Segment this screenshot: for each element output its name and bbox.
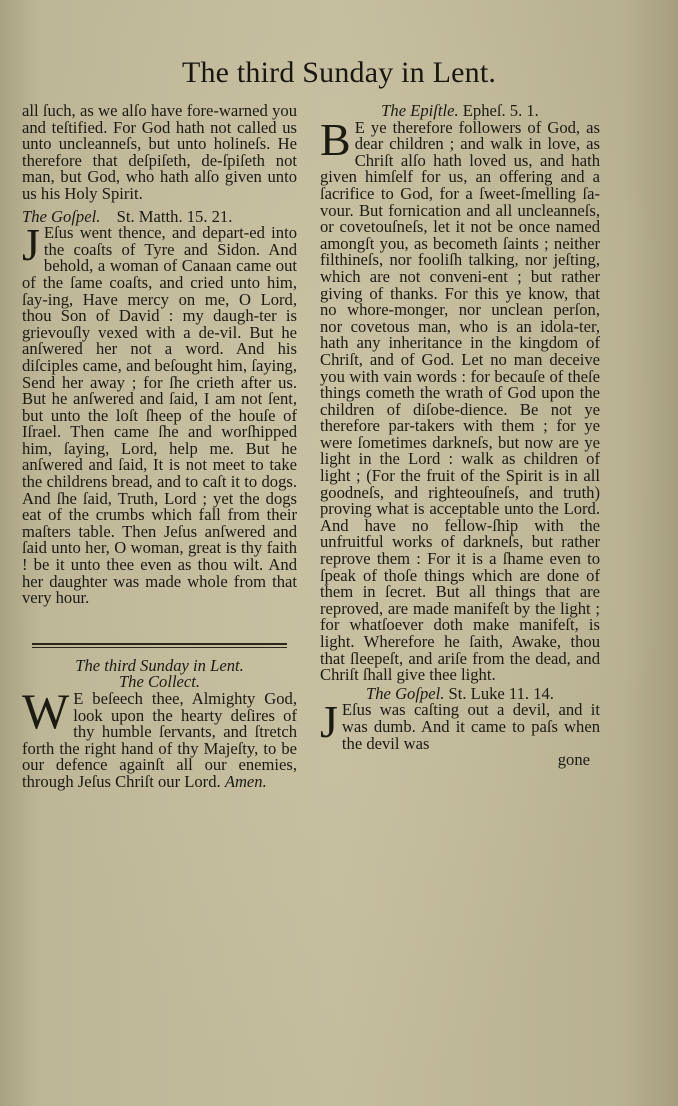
catchword: gone — [557, 750, 590, 770]
section-title: The third Sunday in Lent. — [75, 655, 244, 675]
epistle-label: The Epiſtle. — [381, 101, 459, 120]
gospel-reference: St. Matth. 15. 21. — [116, 206, 233, 226]
collect-text: E beſeech thee, Almighty God, look upon the hearty deſires of thy humble ſervants, and ſtretch forth the right hand of thy Majeſty, to be our defence againſt all our enemies, through Jeſus Chriſt our Lord. — [22, 689, 297, 791]
collect-dropcap: W — [22, 683, 70, 739]
gospel-label: The Goſpel. — [22, 206, 101, 226]
page-title: The third Sunday in Lent. — [181, 56, 497, 89]
gospel-dropcap-right: J — [320, 696, 338, 748]
epistle-reference: Epheſ. 5. 1. — [462, 101, 539, 120]
gospel-label-right: The Goſpel. — [366, 683, 445, 703]
section-divider — [32, 643, 287, 648]
collect-amen: Amen. — [224, 771, 267, 791]
gospel-paragraph — [22, 219, 297, 608]
gospel-text-right: Eſus was caſting out a devil, and it was dumb. And it came to paſs when the devil was — [341, 700, 600, 753]
collect-heading: The Collect. — [118, 672, 201, 692]
gospel-text: Eſus went thence, and depart-ed into the coaſts of Tyre and Sidon. And behold, a woman of Canaan came out of the ſame coaſts, and cried unto him, ſay-ing, Have mercy on me, O Lord, thou Son of David : my daugh-ter is grievouſly vexed with a de-vil. But he anſwered her not a word. And his diſciples came, and beſought him, ſaying, Send her away ; for ſhe crieth after us. But he anſwered and ſaid, I am not ſent, but unto the loſt ſheep of the houſe of Iſrael. Then came ſhe and worſhipped him, ſaying, Lord, help me. But he anſwered and ſaid, It is not meet to take the childrens bread, and to caſt it to dogs. And ſhe ſaid, Truth, Lord ; yet the dogs eat of the crumbs which fall from their maſters table. Then Jeſus anſwered and ſaid unto her, O woman, great is thy faith ! be it unto thee even as thou wilt. And her daughter was made whole from that very hour. — [22, 223, 297, 608]
gospel-reference-right: St. Luke 11. 14. — [448, 683, 554, 703]
left-column — [22, 103, 297, 791]
epistle-text: E ye therefore followers of God, as dear children ; and walk in love, as Chriſt alſo hath loved us, and hath given himſelf for us, an offering and a ſacrifice to God, for a ſweet-ſmelling ſa-vour. But fornication and all uncleanneſs, or covetouſneſs, let it not be once named amongſt you, as becometh ſaints ; neither filthineſs, nor fooliſh talking, nor jeſting, which are not conveni-ent ; but rather giving of thanks. For this ye know, that no whore-monger, nor unclean perſon, nor covetous man, who is an idola-ter, hath any inheritance in the kingdom of Chriſt, and of God. Let no man deceive you with vain words : for becauſe of theſe things cometh the wrath of God upon the children of diſobe-dience. Be not ye therefore par-takers with them ; for ye were ſometimes darkneſs, but now are ye light in the Lord : walk as children of light ; (For the fruit of the Spirit is in all goodneſs, and righteouſneſs, and truth) proving what is acceptable unto the Lord. And have no fellow-ſhip with the unfruitful works of darkneſs, but rather reprove them : For it is a ſhame even to ſpeak of thoſe things which are done of them in ſecret. But all things that are reproved, are made manifeſt by the light ; for whatſoever doth make manifeſt, is light. Wherefore he ſaith, Awake, thou that ſleepeſt, and ariſe from the dead, and Chriſt ſhall give thee light. — [320, 117, 600, 685]
epistle-paragraph — [320, 113, 600, 685]
epistle-dropcap: B — [320, 113, 351, 165]
right-column — [320, 103, 600, 769]
collect-paragraph — [22, 683, 297, 791]
gospel-paragraph-right — [320, 696, 600, 753]
epistle-continuation: all ſuch, as we alſo have fore-warned you and teſtified. For God hath not called us unto uncleanneſs, but unto holineſs. He therefore that deſpiſeth, de-ſpiſeth not man, but God, who hath alſo given unto us his Holy Spirit. — [22, 101, 297, 203]
gospel-dropcap: J — [22, 219, 40, 271]
